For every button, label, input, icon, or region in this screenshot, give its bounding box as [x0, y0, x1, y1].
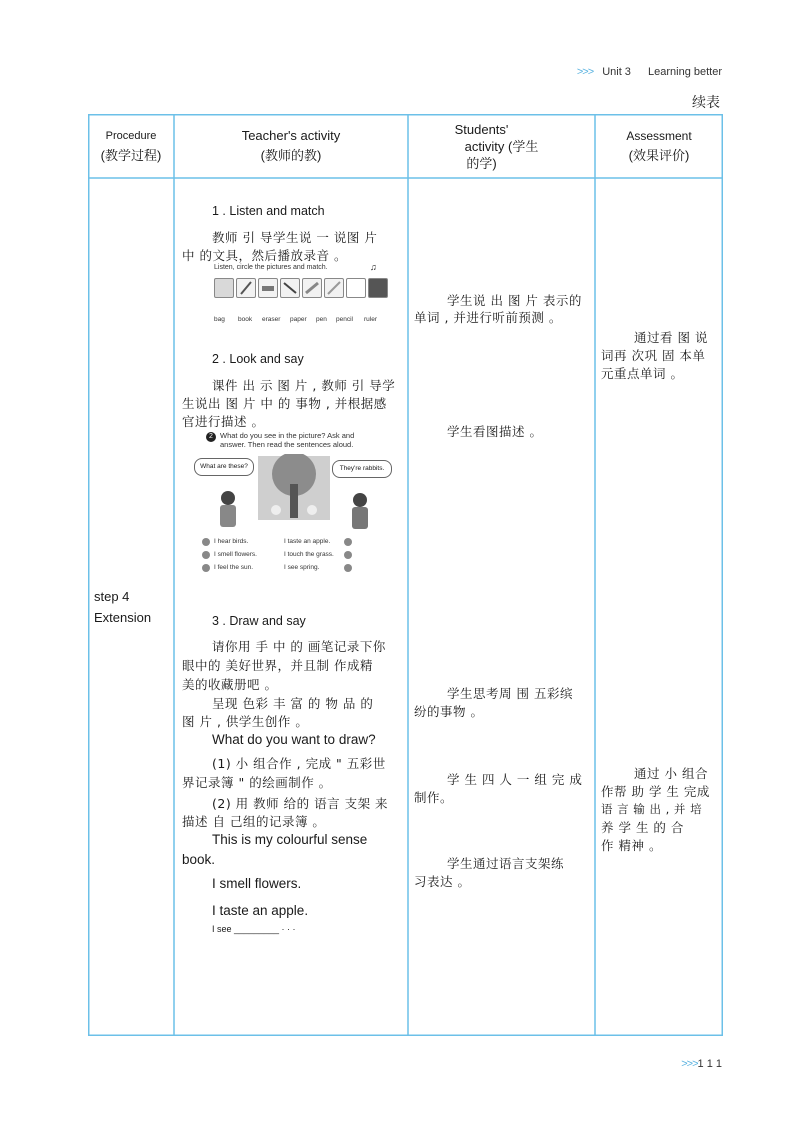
eraser-icon [258, 278, 278, 298]
step-name: Extension [94, 610, 152, 625]
col-header-teacher-cn: (教师的教) [260, 148, 322, 163]
spring-scene-illustration [192, 454, 392, 536]
girl-body [220, 505, 236, 527]
item2-title: 2 . Look and say [212, 352, 304, 366]
footer-arrows: >>> [681, 1058, 698, 1070]
rabbit-2 [307, 505, 317, 515]
word-ruler: ruler [364, 316, 378, 323]
sentence-touch: I touch the grass. [284, 551, 334, 558]
sentence-smell-flowers: I smell flowers. [212, 876, 302, 891]
col-header-students-en2: activity (学生 [464, 138, 539, 154]
book-stack-icon [368, 278, 388, 298]
item2-text-c: 官进行描述 。 [182, 414, 265, 429]
col-header-procedure-en: Procedure [105, 130, 157, 142]
assessment-2a: 通过 小 组合 [634, 766, 708, 781]
unit-label: Unit 3 [602, 66, 631, 78]
hand-icon [344, 551, 352, 559]
item3-text-b: 眼中的 美好世界，并且制 作成精 [182, 658, 373, 673]
word-bag: bag [214, 316, 225, 323]
assessment-2d: 养 学 生 的 合 [601, 820, 684, 835]
sentence-taste-apple: I taste an apple. [212, 903, 309, 918]
rabbit-1 [271, 505, 281, 515]
step-cell [94, 586, 151, 628]
pen-icon [302, 278, 322, 298]
word-eraser: eraser [262, 316, 281, 323]
students-3b: 纷的事物 。 [414, 704, 484, 719]
word-pencil: pencil [336, 316, 353, 323]
task1-b: 界记录簿 " 的绘画制作 。 [182, 775, 332, 790]
tree-trunk [290, 484, 298, 518]
sentence-i-see: I see _________ · · · [212, 924, 296, 934]
sentence-see: I see spring. [284, 564, 320, 571]
pencil-icon [280, 278, 300, 298]
item3-title: 3 . Draw and say [212, 614, 306, 628]
assessment-1a: 通过看 图 说 [634, 330, 708, 345]
col-header-teacher [174, 114, 408, 178]
header-arrows: >>> [576, 66, 594, 78]
students-4a: 学 生 四 人 一 组 完 成 [447, 772, 583, 787]
item3-text-e: 图 片 , 供学生创作 。 [182, 714, 309, 729]
step-number: step 4 [94, 589, 130, 604]
ear-icon [202, 538, 210, 546]
assessment-2b: 作帮 助 学 生 完成 [601, 784, 710, 799]
students-5a: 学生通过语言支架练 [447, 856, 565, 871]
unit-title: Learning better [648, 66, 722, 78]
sun-icon [202, 564, 210, 572]
eye-icon [344, 564, 352, 572]
question-draw: What do you want to draw? [212, 732, 376, 747]
sentence-smell: I smell flowers. [214, 551, 257, 558]
task2-b: 描述 自 己组的记录簿 。 [182, 814, 326, 829]
students-1a: 学生说 出 图 片 表示的 [447, 293, 582, 308]
paper-icon [346, 278, 366, 298]
col-header-procedure-cn: (教学过程) [100, 148, 162, 163]
col-header-assessment [595, 114, 723, 178]
speech-bubble-right: They're rabbits. [332, 460, 392, 478]
item3-text-c: 美的收藏册吧 。 [182, 677, 278, 692]
sentence-hear: I hear birds. [214, 538, 249, 545]
assessment-2c: 语 言 输 出 , 并 培 [601, 802, 703, 816]
page-footer [681, 1058, 722, 1070]
col-header-teacher-en: Teacher's activity [241, 128, 341, 143]
fig2-instruction-b: answer. Then read the sentences aloud. [220, 440, 354, 449]
item1-text-a: 教师 引 导学生说 一 说图 片 [212, 230, 378, 245]
item2-text-a: 课件 出 示 图 片 , 教师 引 导学 [212, 378, 396, 393]
col-header-assessment-cn: (效果评价) [628, 148, 690, 163]
sentence-colourful-b: book. [182, 852, 216, 867]
students-3a: 学生思考周 围 五彩缤 [447, 686, 573, 701]
book-icon [236, 278, 256, 298]
sentence-taste: I taste an apple. [284, 538, 331, 545]
assessment-2e: 作 精神 。 [601, 838, 662, 853]
fig2-instruction-a: What do you see in the picture? Ask and [220, 431, 355, 440]
students-1b: 单词 , 并进行听前预测 。 [414, 310, 562, 325]
look-say-figure [192, 430, 392, 576]
word-pen: pen [316, 316, 327, 323]
col-header-students [408, 114, 595, 178]
page-number: 1 1 1 [697, 1058, 722, 1070]
headphones-icon: ♫ [370, 262, 377, 272]
col-header-students-cn: 的学) [466, 155, 497, 171]
assessment-1b: 词再 次巩 固 本单 [601, 348, 706, 363]
fig1-instruction: Listen, circle the pictures and match. [214, 264, 328, 271]
col-header-assessment-en: Assessment [626, 129, 692, 143]
task2-a: (2) 用 教师 给的 语言 支架 来 [212, 796, 389, 811]
mouth-icon [344, 538, 352, 546]
bag-icon [214, 278, 234, 298]
speech-bubble-left: What are these? [194, 458, 254, 476]
word-book: book [238, 316, 253, 323]
sentence-feel: I feel the sun. [214, 564, 254, 571]
students-2: 学生看图描述 。 [447, 424, 543, 439]
col-header-procedure [88, 114, 174, 178]
listen-match-figure [212, 262, 388, 328]
students-5b: 习表达 。 [414, 874, 471, 889]
item3-text-a: 请你用 手 中 的 画笔记录下你 [212, 639, 386, 654]
sentence-colourful-a: This is my colourful sense [212, 832, 368, 847]
ruler-icon [324, 278, 344, 298]
lesson-table [88, 114, 723, 1036]
header-unit [577, 66, 722, 78]
col-header-students-en: Students' [454, 121, 509, 137]
students-4b: 制作。 [414, 790, 454, 805]
item1-text-b: 中 的文具，然后播放录音 。 [182, 248, 347, 263]
nose-icon [202, 551, 210, 559]
boy-head [353, 493, 367, 507]
task1-a: (1) 小 组合作 , 完成 " 五彩世 [212, 756, 386, 771]
fig2-number: 2 [206, 432, 216, 442]
continued-label: 续表 [692, 94, 720, 110]
item2-text-b: 生说出 图 片 中 的 事物 , 并根据感 [182, 396, 387, 411]
item3-text-d: 呈现 色彩 丰 富 的 物 品 的 [212, 696, 374, 711]
word-paper: paper [290, 316, 307, 323]
girl-head [221, 491, 235, 505]
boy-body [352, 507, 368, 529]
item1-title: 1 . Listen and match [212, 204, 325, 218]
assessment-1c: 元重点单词 。 [601, 366, 684, 381]
